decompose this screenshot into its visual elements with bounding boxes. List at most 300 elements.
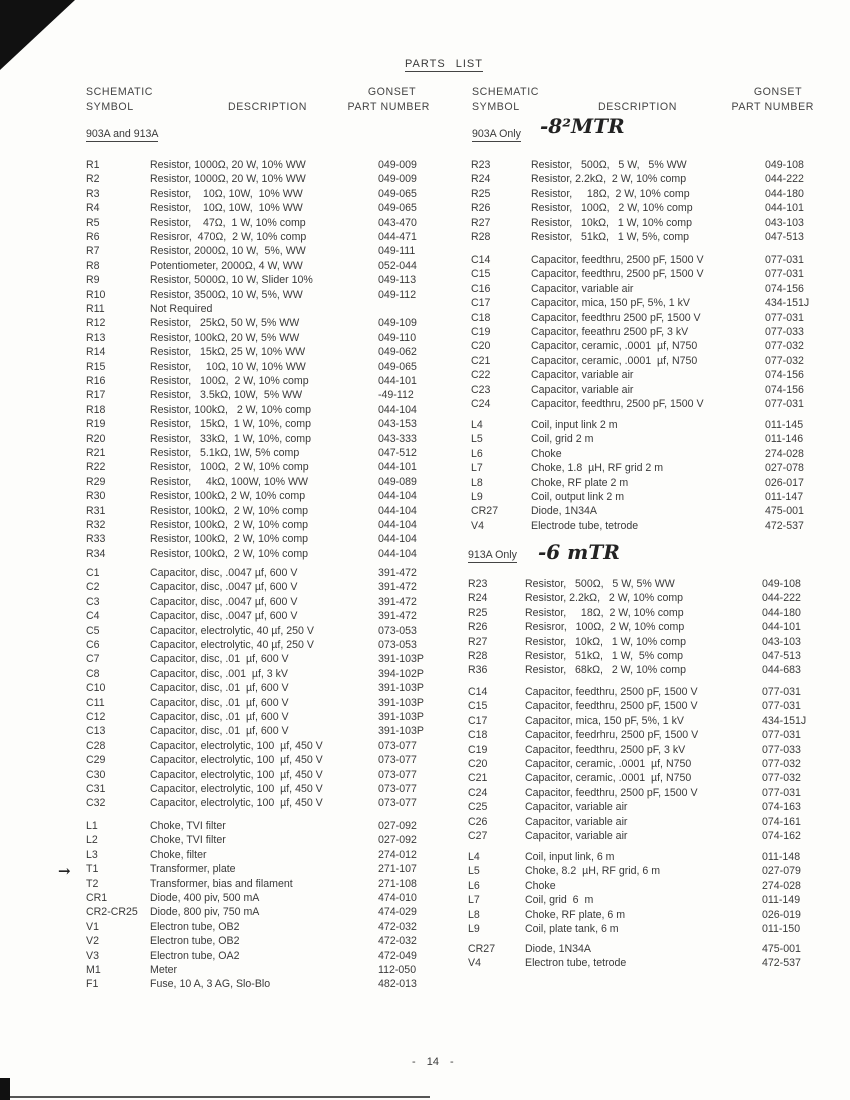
schematic-symbol: C21 <box>468 772 488 785</box>
schematic-symbol: R31 <box>86 504 106 517</box>
description: Resistor, 100Ω, 2 W, 10% comp <box>150 461 309 474</box>
header-line: GONSET <box>753 86 803 98</box>
header-schematic-symbol <box>86 85 153 115</box>
part-number: 011-150 <box>762 923 801 935</box>
schematic-symbol: C26 <box>468 815 488 828</box>
description: Meter <box>150 964 178 976</box>
description: Coil, output link 2 m <box>531 491 625 503</box>
schematic-symbol: C4 <box>86 610 100 623</box>
schematic-symbol: C6 <box>86 639 100 651</box>
description: Resistor, 1000Ω, 20 W, 10% WW <box>150 159 306 171</box>
schematic-symbol: R1 <box>86 159 100 171</box>
schematic-symbol: R2 <box>86 173 100 186</box>
schematic-symbol: CR27 <box>468 943 496 955</box>
schematic-symbol: R10 <box>86 288 106 301</box>
schematic-symbol: R13 <box>86 331 106 344</box>
description: Choke, 8.2 µH, RF grid, 6 m <box>525 865 661 878</box>
description: Diode, 1N34A <box>525 943 591 955</box>
schematic-symbol: L8 <box>471 476 483 489</box>
schematic-symbol: C22 <box>471 369 491 382</box>
part-number: 049-062 <box>378 346 417 359</box>
description: Choke, filter <box>150 848 207 861</box>
header-part-number <box>334 85 430 115</box>
description: Transformer, bias and filament <box>150 877 293 890</box>
schematic-symbol: R19 <box>86 418 106 431</box>
part-number: 472-537 <box>765 519 804 532</box>
description: Resistor, 10Ω, 10W, 10% WW <box>150 187 303 200</box>
part-number: 049-109 <box>378 317 417 330</box>
description: Resistor, 100kΩ, 2 W, 10% comp <box>150 547 309 560</box>
schematic-symbol: R25 <box>468 606 488 619</box>
part-number: 049-065 <box>378 360 417 373</box>
part-number: 077-031 <box>762 686 801 698</box>
description: Capacitor, disc, .0047 µf, 600 V <box>150 581 298 594</box>
description: Coil, grid 6 m <box>525 894 594 907</box>
handwritten-6-meter-note: -6 mTR <box>538 540 620 564</box>
schematic-symbol: R27 <box>468 635 488 648</box>
part-number: 475-001 <box>765 505 804 518</box>
schematic-symbol: R8 <box>86 259 100 272</box>
part-number: 044-104 <box>378 403 417 416</box>
description: Resistor, 100kΩ, 2 W, 10% comp <box>150 519 309 531</box>
description: Capacitor, feeathru 2500 pF, 3 kV <box>531 326 689 338</box>
part-number: 044-101 <box>762 621 801 634</box>
scan-edge-mark <box>0 1078 10 1100</box>
description: Fuse, 10 A, 3 AG, Slo-Blo <box>150 978 271 991</box>
schematic-symbol: L5 <box>468 865 480 878</box>
part-number: 049-108 <box>762 578 801 590</box>
part-number: 044-104 <box>378 519 417 531</box>
schematic-symbol: C27 <box>468 830 488 842</box>
header-line: PART NUMBER <box>347 101 430 113</box>
handwritten-2-meter-note: -8²MTR <box>540 114 625 138</box>
part-number: 044-104 <box>378 504 417 517</box>
schematic-symbol: L7 <box>471 462 483 475</box>
part-number: 271-107 <box>378 863 417 876</box>
part-number: 044-471 <box>378 231 417 243</box>
description: Capacitor, feedthru 2500 pF, 1500 V <box>531 311 701 324</box>
schematic-symbol: M1 <box>86 964 101 976</box>
description: Resistor, 100kΩ, 2 W, 10% comp <box>150 490 306 503</box>
schematic-symbol: C24 <box>471 398 491 410</box>
description: Capacitor, electrolytic, 100 µf, 450 V <box>150 797 323 810</box>
description: Choke, 1.8 µH, RF grid 2 m <box>531 462 664 475</box>
schematic-symbol: C5 <box>86 624 100 637</box>
part-number: -49-112 <box>378 389 414 402</box>
part-number: 394-102P <box>378 667 424 680</box>
schematic-symbol: CR2-CR25 <box>86 906 138 919</box>
schematic-symbol: R28 <box>471 231 491 243</box>
schematic-symbol: R18 <box>86 403 106 416</box>
schematic-symbol: V2 <box>86 935 99 948</box>
part-number: 049-065 <box>378 202 417 215</box>
schematic-symbol: L5 <box>471 433 483 446</box>
description: Resistor, 15kΩ, 1 W, 10%, comp <box>150 418 312 431</box>
part-number: 047-512 <box>378 447 417 459</box>
schematic-symbol: R22 <box>86 461 106 474</box>
schematic-symbol: C13 <box>86 725 106 738</box>
description: Resisror, 470Ω, 2 W, 10% comp <box>150 231 307 243</box>
description: Capacitor, mica, 150 pF, 5%, 1 kV <box>525 714 684 727</box>
description: Capacitor, disc, .0047 µf, 600 V <box>150 610 298 623</box>
description: Capacitor, disc, .0047 µf, 600 V <box>150 567 298 579</box>
part-number: 077-031 <box>762 729 801 742</box>
schematic-symbol: C16 <box>471 282 491 295</box>
part-number: 274-028 <box>765 447 804 460</box>
schematic-symbol: C7 <box>86 653 100 666</box>
schematic-symbol: R15 <box>86 360 106 373</box>
description: Capacitor, variable air <box>531 282 634 295</box>
description: Resistor, 5000Ω, 10 W, Slider 10% <box>150 274 313 287</box>
part-number: 043-470 <box>378 216 417 229</box>
schematic-symbol: C20 <box>471 340 491 353</box>
description: Resistor, 100kΩ, 2 W, 10% comp <box>150 533 309 546</box>
description: Capacitor, feedthru, 2500 pF, 1500 V <box>525 686 698 698</box>
page-title: PARTS LIST <box>405 58 483 70</box>
part-number: 073-053 <box>378 624 417 637</box>
description: Resistor, 33kΩ, 1 W, 10%, comp <box>150 432 312 445</box>
part-number: 043-153 <box>378 418 417 431</box>
description: Capacitor, feedthru, 2500 pF, 1500 V <box>531 268 704 281</box>
schematic-symbol: C24 <box>468 786 488 799</box>
section-903a-913a: 903A and 913A <box>86 128 159 140</box>
schematic-symbol: C18 <box>471 311 491 324</box>
part-number: 052-044 <box>378 259 417 272</box>
scan-corner-shadow <box>0 0 75 70</box>
part-number: 074-162 <box>762 830 801 842</box>
part-number: 074-156 <box>765 383 804 396</box>
part-number: 027-079 <box>762 865 801 878</box>
schematic-symbol: R9 <box>86 274 100 287</box>
schematic-symbol: R24 <box>468 592 488 605</box>
schematic-symbol: R5 <box>86 216 100 229</box>
schematic-symbol: L6 <box>471 447 483 460</box>
part-number: 482-013 <box>378 978 417 991</box>
schematic-symbol: C3 <box>86 595 100 608</box>
part-number: 077-032 <box>765 354 804 367</box>
schematic-symbol: R30 <box>86 490 106 503</box>
part-number: 077-031 <box>765 268 804 281</box>
part-number: 073-077 <box>378 768 417 781</box>
part-number: 027-092 <box>378 834 417 847</box>
part-number: 073-077 <box>378 739 417 752</box>
description: Capacitor, variable air <box>531 383 634 396</box>
schematic-symbol: R14 <box>86 346 106 359</box>
part-number: 044-180 <box>765 187 804 200</box>
part-number: 274-028 <box>762 879 801 892</box>
part-number: 044-101 <box>378 375 417 387</box>
description: Coil, grid 2 m <box>531 433 594 446</box>
part-number: 077-032 <box>762 772 801 785</box>
description: Capacitor, disc, .0047 µf, 600 V <box>150 595 298 608</box>
part-number: 049-009 <box>378 159 417 171</box>
part-number: 391-103P <box>378 711 424 723</box>
schematic-symbol: C23 <box>471 383 491 396</box>
part-number: 049-111 <box>378 245 416 258</box>
description: Capacitor, variable air <box>525 801 628 814</box>
description: Resistor, 18Ω, 2 W, 10% comp <box>525 606 684 619</box>
description: Resistor, 5.1kΩ, 1W, 5% comp <box>150 447 300 459</box>
description: Resistor, 25kΩ, 50 W, 5% WW <box>150 317 300 330</box>
part-number: 043-103 <box>765 216 804 229</box>
part-number: 044-104 <box>378 547 417 560</box>
part-number: 044-180 <box>762 606 801 619</box>
schematic-symbol: C21 <box>471 354 491 367</box>
schematic-symbol: R17 <box>86 389 106 402</box>
part-number: 077-033 <box>765 326 804 338</box>
part-number: 271-108 <box>378 877 417 890</box>
schematic-symbol: C15 <box>468 700 488 713</box>
schematic-symbol: L9 <box>468 923 480 935</box>
description: Electrode tube, tetrode <box>531 519 639 532</box>
description: Resisror, 100Ω, 2 W, 10% comp <box>525 621 685 634</box>
description: Resistor, 1000Ω, 20 W, 10% WW <box>150 173 306 186</box>
header-line: PART NUMBER <box>731 101 814 113</box>
schematic-symbol: L3 <box>86 848 98 861</box>
part-number: 044-101 <box>378 461 417 474</box>
description: Choke, TVI filter <box>150 834 226 847</box>
schematic-symbol: R26 <box>468 621 488 634</box>
description: Resistor, 15kΩ, 25 W, 10% WW <box>150 346 306 359</box>
schematic-symbol: C20 <box>468 758 488 770</box>
part-number: 391-103P <box>378 682 424 695</box>
part-number: 047-513 <box>765 231 804 243</box>
schematic-symbol: L7 <box>468 894 480 907</box>
schematic-symbol: C17 <box>468 714 488 727</box>
description: Resistor, 3.5kΩ, 10W, 5% WW <box>150 389 303 402</box>
schematic-symbol: C12 <box>86 711 106 723</box>
description: Resistor, 100kΩ, 2 W, 10% comp <box>150 504 309 517</box>
part-number: 077-032 <box>765 340 804 353</box>
schematic-symbol: L9 <box>471 491 483 503</box>
schematic-symbol: C28 <box>86 739 106 752</box>
description: Resistor, 10kΩ, 1 W, 10% comp <box>525 635 687 648</box>
part-number: 077-031 <box>762 786 801 799</box>
description: Capacitor, ceramic, .0001 µf, N750 <box>531 340 698 353</box>
part-number: 027-078 <box>765 462 804 475</box>
schematic-symbol: L1 <box>86 820 98 832</box>
description: Capacitor, feedrhru, 2500 pF, 1500 V <box>525 729 699 742</box>
description: Capacitor, electrolytic, 100 µf, 450 V <box>150 768 323 781</box>
part-number: 049-065 <box>378 187 417 200</box>
schematic-symbol: R6 <box>86 231 100 243</box>
description: Capacitor, ceramic, .0001 µf, N750 <box>531 354 698 367</box>
part-number: 391-472 <box>378 567 417 579</box>
description: Resistor, 18Ω, 2 W, 10% comp <box>531 187 690 200</box>
schematic-symbol: C1 <box>86 567 100 579</box>
part-number: 077-031 <box>765 311 804 324</box>
part-number: 434-151J <box>762 714 807 727</box>
part-number: 391-472 <box>378 610 417 623</box>
schematic-symbol: R21 <box>86 447 106 459</box>
schematic-symbol: R25 <box>471 187 491 200</box>
part-number: 077-031 <box>762 700 801 713</box>
part-number: 044-222 <box>762 592 801 605</box>
part-number: 074-161 <box>762 815 801 828</box>
description: Resistor, 68kΩ, 2 W, 10% comp <box>525 664 687 677</box>
schematic-symbol: C19 <box>468 743 488 756</box>
description: Resistor, 100Ω, 2 W, 10% comp <box>150 375 309 387</box>
part-number: 027-092 <box>378 820 417 832</box>
part-number: 043-333 <box>378 432 417 445</box>
description: Diode, 400 piv, 500 mA <box>150 892 260 904</box>
schematic-symbol: R4 <box>86 202 100 215</box>
schematic-symbol: T1 <box>86 863 99 876</box>
description: Capacitor, disc, .01 µf, 600 V <box>150 725 289 738</box>
description: Electron tube, tetrode <box>525 957 627 970</box>
part-number: 026-017 <box>765 476 804 489</box>
part-number: 011-146 <box>765 433 804 446</box>
schematic-symbol: C32 <box>86 797 106 810</box>
schematic-symbol: V3 <box>86 949 99 962</box>
description: Electron tube, OB2 <box>150 935 240 948</box>
description: Resistor, 100kΩ, 20 W, 5% WW <box>150 331 300 344</box>
description: Capacitor, mica, 150 pF, 5%, 1 kV <box>531 297 690 310</box>
description: Capacitor, electrolytic, 40 µf, 250 V <box>150 624 314 637</box>
schematic-symbol: R28 <box>468 650 488 662</box>
schematic-symbol: R11 <box>86 303 105 315</box>
description: Resistor, 10Ω, 10W, 10% WW <box>150 202 303 215</box>
part-number: 011-147 <box>765 491 804 503</box>
part-number: 391-103P <box>378 653 424 666</box>
page-number: - 14 - <box>412 1056 454 1068</box>
description: Resistor, 2.2kΩ, 2 W, 10% comp <box>531 173 687 186</box>
part-number: 049-108 <box>765 159 804 171</box>
part-number: 011-149 <box>762 894 801 907</box>
part-number: 049-110 <box>378 331 417 344</box>
schematic-symbol: R16 <box>86 375 106 387</box>
description: Electron tube, OA2 <box>150 949 240 962</box>
schematic-symbol: R33 <box>86 533 106 546</box>
header-line: GONSET <box>367 86 417 98</box>
description: Capacitor, ceramic, .0001 µf, N750 <box>525 758 692 770</box>
header-line: SCHEMATIC <box>472 86 540 98</box>
schematic-symbol: CR27 <box>471 505 499 518</box>
description: Capacitor, disc, .01 µf, 600 V <box>150 696 289 709</box>
section-913a-only: 913A Only <box>468 549 517 561</box>
part-number: 044-104 <box>378 490 417 503</box>
description: Capacitor, disc, .01 µf, 600 V <box>150 711 289 723</box>
part-number: 074-163 <box>762 801 801 814</box>
header-schematic-symbol-right <box>472 85 539 115</box>
part-number: 044-222 <box>765 173 804 186</box>
schematic-symbol: R36 <box>468 664 488 677</box>
schematic-symbol: V4 <box>468 957 481 970</box>
part-number: 074-156 <box>765 369 804 382</box>
part-number: 043-103 <box>762 635 801 648</box>
description: Coil, input link 2 m <box>531 419 618 431</box>
schematic-symbol: C25 <box>468 801 488 814</box>
part-number: 475-001 <box>762 943 801 955</box>
part-number: 472-032 <box>378 935 417 948</box>
description: Capacitor, variable air <box>531 369 634 382</box>
description: Coil, input link, 6 m <box>525 851 615 863</box>
part-number: 112-050 <box>378 964 417 976</box>
description: Resistor, 500Ω, 5 W, 5% WW <box>531 159 687 171</box>
description: Capacitor, feedthru, 2500 pF, 1500 V <box>531 254 704 266</box>
part-number: 391-103P <box>378 725 424 738</box>
schematic-symbol: R20 <box>86 432 106 445</box>
description: Capacitor, disc, .01 µf, 600 V <box>150 682 289 695</box>
part-number: 391-472 <box>378 595 417 608</box>
schematic-symbol: C11 <box>86 696 105 709</box>
description: Choke, TVI filter <box>150 820 226 832</box>
schematic-symbol: L2 <box>86 834 98 847</box>
schematic-symbol: V1 <box>86 920 99 933</box>
schematic-symbol: R7 <box>86 245 100 258</box>
description: Resistor, 3500Ω, 10 W, 5%, WW <box>150 288 303 301</box>
description: Resistor, 47Ω, 1 W, 10% comp <box>150 216 306 229</box>
description: Not Required <box>150 303 213 315</box>
part-number: 044-104 <box>378 533 417 546</box>
description: Choke <box>525 879 556 892</box>
section-903a-only: 903A Only <box>472 128 521 140</box>
description: Resistor, 10Ω, 10 W, 10% WW <box>150 360 306 373</box>
schematic-symbol: R23 <box>471 159 491 171</box>
part-number: 472-032 <box>378 920 417 933</box>
part-number: 026-019 <box>762 908 801 921</box>
schematic-symbol: F1 <box>86 978 99 991</box>
part-number: 077-031 <box>765 398 804 410</box>
description: Capacitor, disc, .001 µf, 3 kV <box>150 667 289 680</box>
schematic-symbol: R34 <box>86 547 106 560</box>
schematic-symbol: C30 <box>86 768 106 781</box>
schematic-symbol: R29 <box>86 475 106 488</box>
description: Capacitor, feedthru, 2500 pF, 3 kV <box>525 743 686 756</box>
schematic-symbol: L4 <box>468 851 480 863</box>
part-number: 011-148 <box>762 851 801 863</box>
schematic-symbol: L8 <box>468 908 480 921</box>
schematic-symbol: R23 <box>468 578 488 590</box>
description: Capacitor, feedthru, 2500 pF, 1500 V <box>525 700 698 713</box>
schematic-symbol: R12 <box>86 317 106 330</box>
part-number: 472-537 <box>762 957 801 970</box>
description: Coil, plate tank, 6 m <box>525 923 619 935</box>
part-number: 049-089 <box>378 475 417 488</box>
description: Resistor, 100Ω, 2 W, 10% comp <box>531 202 693 215</box>
description: Diode, 1N34A <box>531 505 597 518</box>
description: Resistor, 10kΩ, 1 W, 10% comp <box>531 216 693 229</box>
part-number: 077-031 <box>765 254 804 266</box>
header-line: SYMBOL <box>472 101 520 113</box>
description: Resistor, 4kΩ, 100W, 10% WW <box>150 475 309 488</box>
part-number: 049-009 <box>378 173 417 186</box>
schematic-symbol: C29 <box>86 754 106 767</box>
handwritten-arrow-icon: → <box>58 862 71 880</box>
description: Choke <box>531 447 562 460</box>
schematic-symbol: T2 <box>86 877 99 890</box>
description: Capacitor, electrolytic, 100 µf, 450 V <box>150 739 323 752</box>
part-number: 044-683 <box>762 664 801 677</box>
schematic-symbol: R24 <box>471 173 491 186</box>
description: Resistor, 51kΩ, 1 W, 5% comp <box>525 650 684 662</box>
schematic-symbol: R32 <box>86 519 106 531</box>
schematic-symbol: C18 <box>468 729 488 742</box>
description: Capacitor, variable air <box>525 815 628 828</box>
part-number: 049-113 <box>378 274 417 287</box>
part-number: 073-077 <box>378 783 417 795</box>
schematic-symbol: C14 <box>471 254 491 266</box>
part-number: 434-151J <box>765 297 810 310</box>
part-number: 044-101 <box>765 202 804 215</box>
description: Resistor, 2000Ω, 10 W, 5%, WW <box>150 245 306 258</box>
description: Resistor, 51kΩ, 1 W, 5%, comp <box>531 231 690 243</box>
description: Electron tube, OB2 <box>150 920 240 933</box>
description: Choke, RF plate 2 m <box>531 476 629 489</box>
description: Potentiometer, 2000Ω, 4 W, WW <box>150 259 303 272</box>
schematic-symbol: C10 <box>86 682 106 695</box>
description: Transformer, plate <box>150 863 236 876</box>
